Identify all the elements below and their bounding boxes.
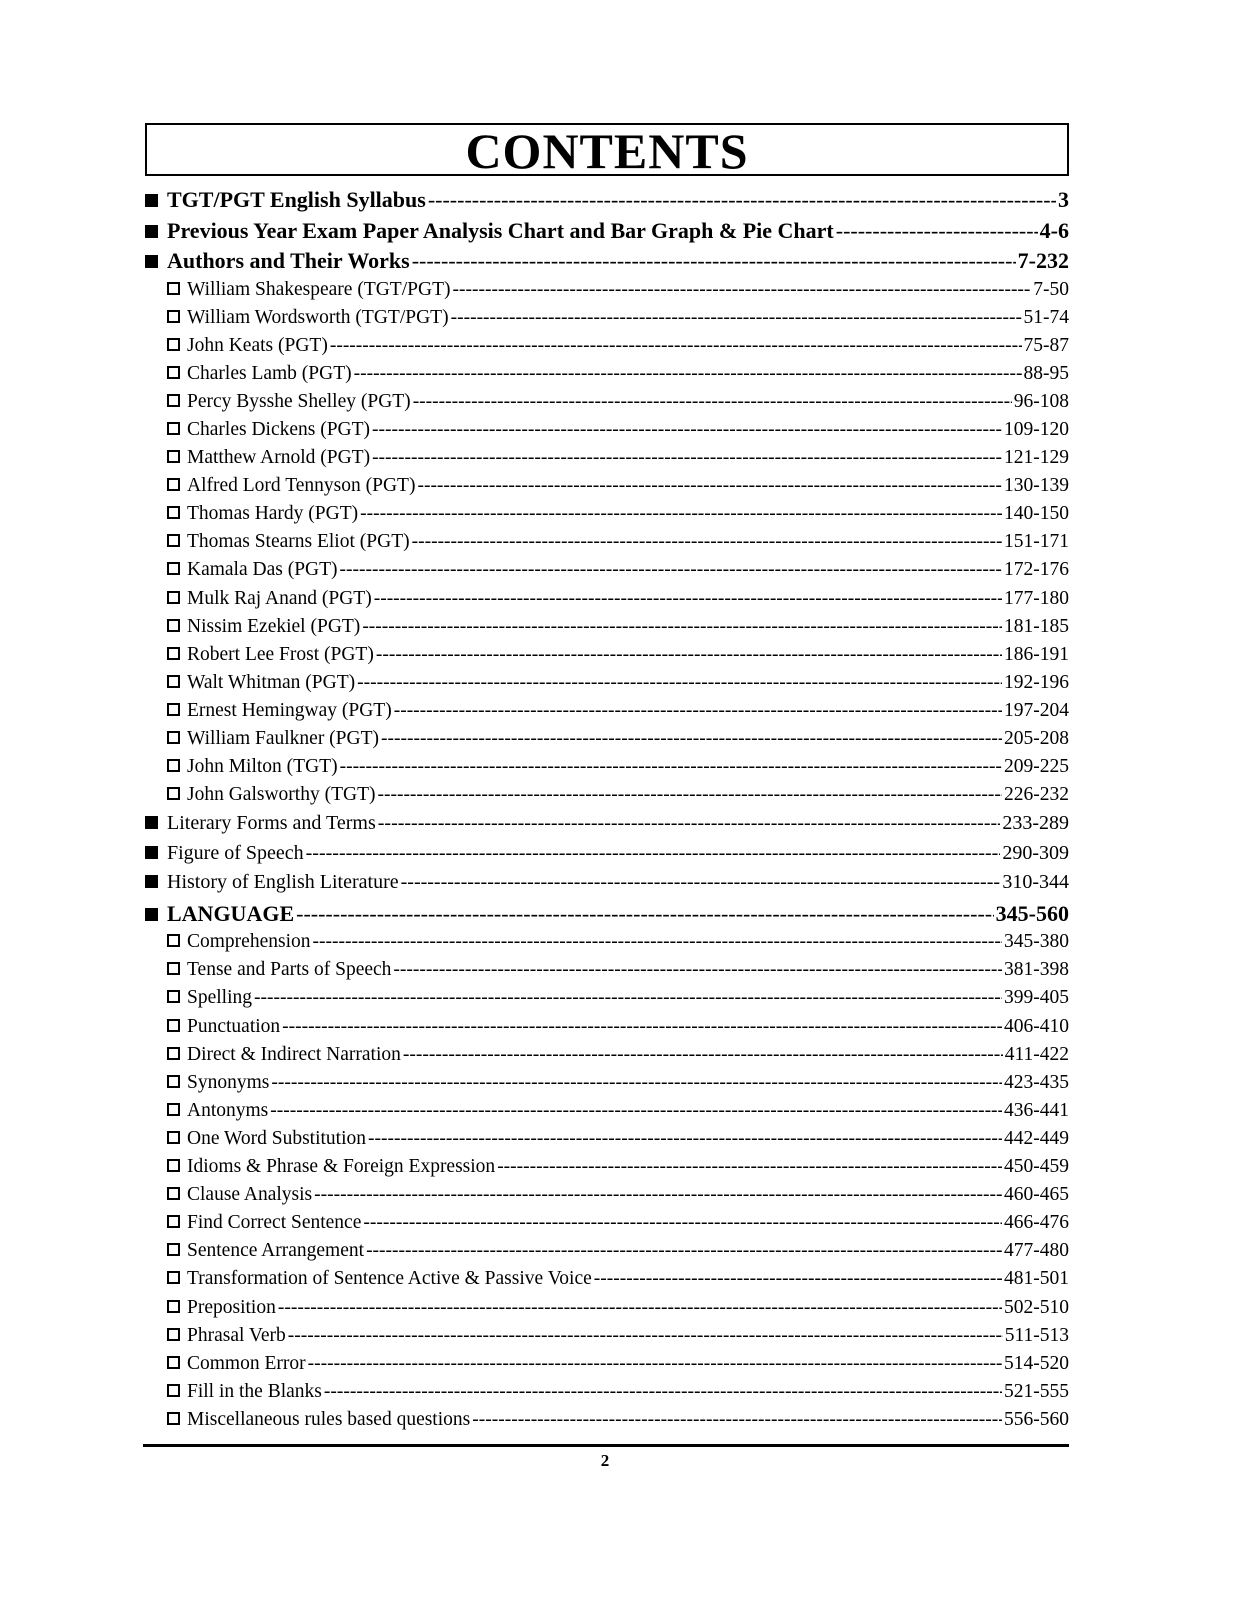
dot-leader [254,987,1002,1009]
toc-entry-label: Sentence Arrangement [187,1240,365,1262]
toc-entry-label: Percy Bysshe Shelley (PGT) [187,390,411,412]
toc-subentry[interactable] [145,1212,1069,1240]
toc-entry-pages: 172-176 [1004,559,1069,581]
toc-entry[interactable] [145,812,1069,842]
toc-entry-label: Miscellaneous rules based questions [187,1408,471,1430]
toc-entry-label: Matthew Arnold (PGT) [187,447,371,469]
toc-entry[interactable] [145,218,1069,249]
toc-entry-pages: 192-196 [1004,671,1069,693]
dot-leader [374,588,1002,610]
toc-subentry[interactable] [145,784,1069,812]
dot-leader [368,1128,1002,1150]
hollow-square-bullet-icon [167,962,180,975]
dot-leader [451,307,1022,329]
dot-leader [296,901,994,927]
toc-entry-pages: 181-185 [1004,615,1069,637]
toc-entry-pages: 450-459 [1004,1156,1069,1178]
toc-entry-pages: 3 [1058,187,1069,212]
hollow-square-bullet-icon [167,1159,180,1172]
toc-subentry[interactable] [145,1128,1069,1156]
dot-leader [354,363,1022,385]
toc-entry-pages: 121-129 [1004,447,1069,469]
toc-entry-label: TGT/PGT English Syllabus [167,187,426,212]
hollow-square-bullet-icon [167,310,180,323]
hollow-square-bullet-icon [167,1103,180,1116]
toc-subentry[interactable] [145,959,1069,987]
toc-subentry[interactable] [145,391,1069,419]
hollow-square-bullet-icon [167,934,180,947]
toc-entry-pages: 233-289 [1002,812,1069,835]
dot-leader [306,842,1001,865]
dot-leader [288,1325,1003,1347]
toc-entry-label: Authors and Their Works [167,248,410,273]
dot-leader [472,1409,1002,1431]
toc-entry-label: William Shakespeare (TGT/PGT) [187,278,451,300]
toc-entry-label: Idioms & Phrase & Foreign Expression [187,1156,496,1178]
toc-entry-pages: 423-435 [1004,1071,1069,1093]
hollow-square-bullet-icon [167,759,180,772]
dot-leader [412,531,1002,553]
hollow-square-bullet-icon [167,1412,180,1425]
dot-leader [412,248,1016,274]
toc-entry-label: Walt Whitman (PGT) [187,671,356,693]
toc-entry-pages: 4-6 [1039,217,1069,243]
footer-divider [143,1444,1069,1447]
toc-subentry[interactable] [145,1100,1069,1128]
filled-square-bullet-icon [145,194,158,207]
toc-entry-label: Antonyms [187,1099,269,1121]
filled-square-bullet-icon [145,816,158,829]
toc-entry-label: Charles Dickens (PGT) [187,418,371,440]
dot-leader [308,1353,1002,1375]
toc-entry-pages: 477-480 [1004,1240,1069,1262]
toc-entry-label: Common Error [187,1352,306,1374]
toc-entry-pages: 511-513 [1004,1324,1069,1346]
hollow-square-bullet-icon [167,478,180,491]
toc-entry-pages: 96-108 [1013,390,1069,412]
toc-subentry[interactable] [145,559,1069,587]
toc-entry-pages: 51-74 [1023,306,1069,328]
toc-subentry[interactable] [145,728,1069,756]
toc-subentry[interactable] [145,1353,1069,1381]
hollow-square-bullet-icon [167,647,180,660]
toc-entry-pages: 521-555 [1004,1380,1069,1402]
toc-entry-pages: 466-476 [1004,1212,1069,1234]
toc-subentry[interactable] [145,531,1069,559]
dot-leader [270,1100,1002,1122]
dot-leader [282,1016,1002,1038]
dot-leader [340,756,1002,778]
toc-subentry[interactable] [145,363,1069,391]
dot-leader [366,1240,1002,1262]
dot-leader [372,419,1002,441]
dot-leader [312,931,1002,953]
toc-subentry[interactable] [145,1325,1069,1353]
toc-entry-label: Mulk Raj Anand (PGT) [187,587,372,609]
hollow-square-bullet-icon [167,1019,180,1032]
toc-subentry[interactable] [145,700,1069,728]
toc-entry-pages: 381-398 [1004,959,1069,981]
toc-subentry[interactable] [145,987,1069,1015]
toc-entry-pages: 556-560 [1004,1408,1069,1430]
toc-entry-pages: 88-95 [1023,362,1069,384]
dot-leader [362,616,1002,638]
toc-entry-pages: 399-405 [1004,987,1069,1009]
dot-leader [378,812,1001,835]
toc-entry-label: Alfred Lord Tennyson (PGT) [187,475,416,497]
toc-entry[interactable] [145,842,1069,872]
hollow-square-bullet-icon [167,1075,180,1088]
dot-leader [314,1184,1002,1206]
toc-entry-label: William Wordsworth (TGT/PGT) [187,306,449,328]
toc-subentry[interactable] [145,1072,1069,1100]
toc-entry[interactable] [145,187,1069,218]
dot-leader [330,335,1022,357]
hollow-square-bullet-icon [167,450,180,463]
hollow-square-bullet-icon [167,619,180,632]
toc-entry-pages: 151-171 [1004,531,1069,553]
toc-entry-label: Phrasal Verb [187,1324,286,1346]
dot-leader [357,672,1002,694]
toc-entry-label: Thomas Stearns Eliot (PGT) [187,531,410,553]
toc-subentry[interactable] [145,1240,1069,1268]
dot-leader [836,218,1038,244]
table-of-contents [145,187,1069,1437]
toc-entry[interactable] [145,901,1069,932]
toc-subentry[interactable] [145,756,1069,784]
dot-leader [428,187,1056,213]
toc-entry-label: Fill in the Blanks [187,1380,322,1402]
toc-subentry[interactable] [145,1044,1069,1072]
dot-leader [594,1268,1002,1290]
dot-leader [376,644,1002,666]
page-title: CONTENTS [465,123,749,179]
filled-square-bullet-icon [145,255,158,268]
toc-subentry[interactable] [145,1297,1069,1325]
toc-subentry[interactable] [145,503,1069,531]
filled-square-bullet-icon [145,225,158,238]
dot-leader [271,1072,1002,1094]
contents-title-box [145,123,1069,179]
toc-subentry[interactable] [145,931,1069,959]
toc-entry-label: Comprehension [187,931,311,953]
toc-entry-pages: 205-208 [1004,728,1069,749]
toc-entry-pages: 197-204 [1004,699,1069,721]
hollow-square-bullet-icon [167,1215,180,1228]
toc-entry-pages: 310-344 [1002,871,1069,894]
toc-subentry[interactable] [145,1156,1069,1184]
toc-entry-label: Preposition [187,1296,276,1318]
hollow-square-bullet-icon [167,1356,180,1369]
hollow-square-bullet-icon [167,703,180,716]
toc-subentry[interactable] [145,644,1069,672]
toc-subentry[interactable] [145,447,1069,475]
hollow-square-bullet-icon [167,394,180,407]
hollow-square-bullet-icon [167,1384,180,1397]
hollow-square-bullet-icon [167,506,180,519]
toc-entry-pages: 481-501 [1004,1268,1069,1290]
dot-leader [372,447,1002,469]
toc-entry-label: Direct & Indirect Narration [187,1043,401,1065]
toc-entry-pages: 7-232 [1017,248,1069,273]
hollow-square-bullet-icon [167,675,180,688]
toc-entry-label: Literary Forms and Terms [167,812,376,835]
toc-entry-pages: 436-441 [1004,1099,1069,1121]
toc-entry-label: Previous Year Exam Paper Analysis Chart and Bar Graph & Pie Chart [167,217,834,243]
hollow-square-bullet-icon [167,787,180,800]
toc-entry-label: Kamala Das (PGT) [187,559,338,581]
toc-subentry[interactable] [145,335,1069,363]
hollow-square-bullet-icon [167,1243,180,1256]
toc-entry-label: Thomas Hardy (PGT) [187,503,359,525]
dot-leader [403,1044,1003,1066]
toc-entry-label: John Milton (TGT) [187,756,338,778]
hollow-square-bullet-icon [167,1131,180,1144]
dot-leader [340,559,1002,581]
dot-leader [363,1212,1002,1234]
hollow-square-bullet-icon [167,1271,180,1284]
filled-square-bullet-icon [145,908,158,921]
toc-entry-label: Punctuation [187,1015,281,1037]
dot-leader [381,728,1002,750]
toc-entry-label: Spelling [187,987,253,1009]
page-number: 2 [600,1451,610,1470]
toc-entry-label: Clause Analysis [187,1184,313,1206]
toc-entry-pages: 226-232 [1004,784,1069,806]
hollow-square-bullet-icon [167,1328,180,1341]
toc-entry-label: William Faulkner (PGT) [187,728,380,749]
toc-subentry[interactable] [145,1409,1069,1437]
toc-entry-label: John Galsworthy (TGT) [187,784,376,806]
toc-entry-label: Charles Lamb (PGT) [187,362,352,384]
toc-entry-pages: 514-520 [1004,1352,1069,1374]
toc-entry-pages: 502-510 [1004,1296,1069,1318]
toc-entry-pages: 460-465 [1004,1184,1069,1206]
dot-leader [394,700,1002,722]
toc-subentry[interactable] [145,588,1069,616]
toc-entry-pages: 345-560 [995,900,1069,926]
hollow-square-bullet-icon [167,1300,180,1313]
toc-entry-label: Tense and Parts of Speech [187,959,392,981]
toc-entry[interactable] [145,248,1069,279]
toc-entry-pages: 411-422 [1004,1043,1069,1065]
dot-leader [497,1156,1002,1178]
toc-entry-pages: 130-139 [1004,475,1069,497]
toc-entry-label: John Keats (PGT) [187,334,328,356]
toc-entry-pages: 140-150 [1004,503,1069,525]
toc-subentry[interactable] [145,1184,1069,1212]
filled-square-bullet-icon [145,846,158,859]
dot-leader [324,1381,1002,1403]
dot-leader [452,279,1031,301]
dot-leader [393,959,1002,981]
toc-entry-label: One Word Substitution [187,1127,366,1149]
hollow-square-bullet-icon [167,1047,180,1060]
toc-entry-label: Transformation of Sentence Active & Passive Voice [187,1268,592,1290]
toc-entry-label: LANGUAGE [167,900,295,926]
hollow-square-bullet-icon [167,591,180,604]
toc-entry-pages: 109-120 [1004,418,1069,440]
dot-leader [401,871,1001,894]
toc-entry-label: Ernest Hemingway (PGT) [187,699,392,721]
toc-entry[interactable] [145,871,1069,901]
toc-subentry[interactable] [145,672,1069,700]
toc-subentry[interactable] [145,1381,1069,1409]
toc-subentry[interactable] [145,419,1069,447]
hollow-square-bullet-icon [167,990,180,1003]
toc-entry-pages: 442-449 [1004,1127,1069,1149]
hollow-square-bullet-icon [167,282,180,295]
toc-entry-label: Figure of Speech [167,841,304,864]
hollow-square-bullet-icon [167,1187,180,1200]
toc-entry-label: Nissim Ezekiel (PGT) [187,615,361,637]
toc-subentry[interactable] [145,279,1069,307]
toc-entry-pages: 209-225 [1004,756,1069,778]
hollow-square-bullet-icon [167,366,180,379]
hollow-square-bullet-icon [167,562,180,575]
toc-entry-pages: 406-410 [1004,1015,1069,1037]
toc-entry-pages: 75-87 [1023,334,1069,356]
toc-subentry[interactable] [145,1016,1069,1044]
toc-subentry[interactable] [145,616,1069,644]
filled-square-bullet-icon [145,875,158,888]
dot-leader [377,784,1002,806]
toc-subentry[interactable] [145,1268,1069,1296]
toc-entry-label: Find Correct Sentence [187,1212,362,1234]
toc-subentry[interactable] [145,475,1069,503]
toc-entry-pages: 345-380 [1004,931,1069,953]
dot-leader [278,1297,1002,1319]
toc-entry-label: Synonyms [187,1071,270,1093]
toc-entry-pages: 290-309 [1002,841,1069,864]
hollow-square-bullet-icon [167,338,180,351]
toc-entry-label: History of English Literature [167,871,399,894]
hollow-square-bullet-icon [167,731,180,744]
toc-entry-pages: 7-50 [1033,278,1069,300]
toc-entry-pages: 186-191 [1004,643,1069,665]
dot-leader [360,503,1002,525]
hollow-square-bullet-icon [167,422,180,435]
dot-leader [413,391,1012,413]
toc-subentry[interactable] [145,307,1069,335]
dot-leader [417,475,1002,497]
toc-entry-label: Robert Lee Frost (PGT) [187,643,374,665]
toc-entry-pages: 177-180 [1004,587,1069,609]
hollow-square-bullet-icon [167,534,180,547]
